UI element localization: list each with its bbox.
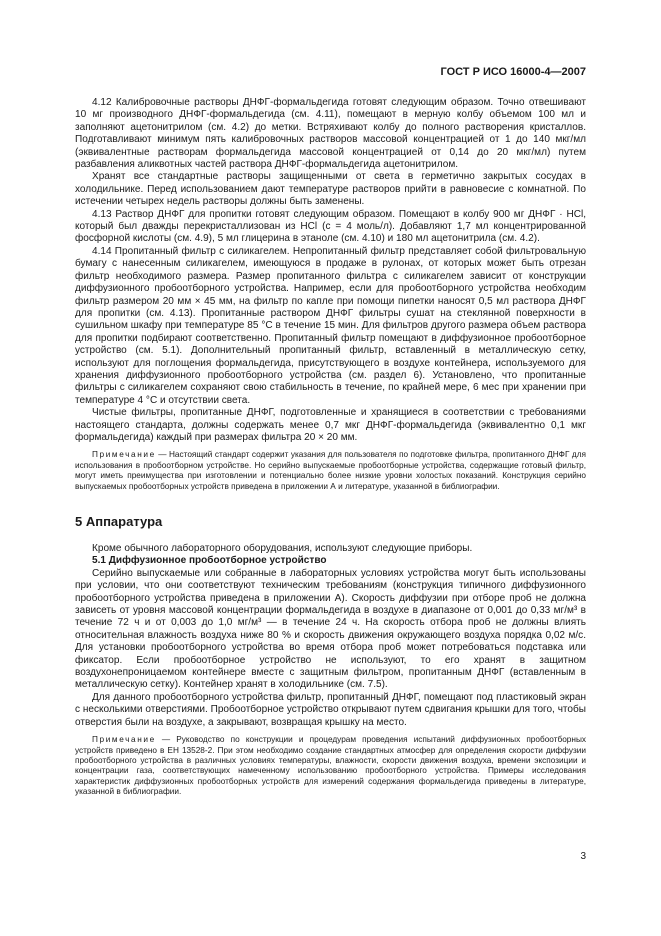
paragraph-5-intro: Кроме обычного лабораторного оборудования, используют следующие приборы.	[92, 543, 473, 554]
note-2	[75, 735, 586, 797]
document-body	[75, 97, 586, 798]
page-number: 3	[580, 851, 586, 862]
section-5-heading: 5 Аппаратура	[75, 514, 163, 529]
subsection-5-1-heading: 5.1 Диффузионное пробоотборное устройство	[92, 555, 327, 567]
note-1-label: Примечание	[92, 450, 156, 460]
paragraph-4-13: 4.13 Раствор ДНФГ для пропитки готовят следующим образом. Помещают в колбу 900 мг ДНФГ · HCl, который был дважды перекристаллизован из HCl (c = 4 моль/л). Добавляют 1,7 мл концентрированной фосфорной кислоты (см. 4.9), 5 мл глицерина в этаноле (см. 4.10) и 180 мл ацетонитрила (см. 4.2).	[75, 208, 586, 245]
note-1-text: — Настоящий стандарт содержит указания для пользователя по подготовке фильтра, пропитанного ДНФГ для использования в пробоотборном устройстве. Но серийно выпускаемые пробоотборные устройства, содержащие готовый фильтр, могут иметь преимущества при изготовлении и потенциально более низкие уровни холостых показаний. Конструкция серийно выпускаемых пробоотборных устройств приведена в приложении А и литературе, указанной в библиографии.	[75, 450, 586, 491]
note-2-text: — Руководство по конструкции и процедурам проведения испытаний диффузионных пробоотборных устройств приведено в ЕН 13528-2. При этом необходимо создание стандартных атмосфер для определения скорости диффузии пробоотборного устройства в различных условиях температуры, влажности, скорости движения воздуха, времени экспозиции и концентрации газа, соответствующих намеченному использованию пробоотборного устройства. Примеры исследования характеристик диффузионных пробоотборных устройств для измерений содержания формальдегида приведены в литературе, указанной в библиографии.	[75, 735, 586, 797]
note-2-label: Примечание	[92, 735, 156, 745]
paragraph-clean-filters: Чистые фильтры, пропитанные ДНФГ, подготовленные и хранящиеся в соответствии с требованиями настоящего стандарта, должны содержать менее 0,7 мкг ДНФГ-формальдегида (эквивалентно 0,1 мкг формальдегида) каждый при размерах фильтра 20 × 20 мм.	[75, 407, 586, 443]
paragraph-4-14: 4.14 Пропитанный фильтр с силикагелем. Непропитанный фильтр представляет собой фильтровальную бумагу с нанесенным силикагелем, имеющуюся в продаже в рулонах, от которых может быть отрезан фильтр необходимого размера. Размер пропитанного фильтра с силикагелем зависит от конструкции диффузионного пробоотборного устройства. Например, если для пробоотборного устройства необходим фильтр размером 20 мм × 45 мм, на фильтр по капле при помощи пипетки наносят 0,5 мл раствора ДНФГ для пропитки (см. 4.13). Пропитанные раствором ДНФГ фильтры сушат на стеклянной поверхности в сушильном шкафу при температуре 85 °С в течение 15 мин. Для фильтров другого размера объем раствора для пропитки подбирают соответственно. Пропитанный фильтр помещают в диффузионное пробоотборное устройство (см. 5.1). Дополнительный пропитанный фильтр, вставленный в металлическую сетку, используют для поглощения формальдегида, присутствующего в воздухе контейнера, используемого для хранения диффузионного пробоотборного устройства (см. раздел 6). Установлено, что пропитанные фильтры с силикагелем сохраняют свою стабильность в течение, по крайней мере, 6 мес при хранении при температуре 4 °С и отсутствии света.	[75, 245, 586, 406]
paragraph-5-1: Серийно выпускаемые или собранные в лабораторных условиях устройства могут быть использованы при условии, что они соответствуют техническим требованиям (конструкция типичного диффузионного пробоотборного устройства приведена в приложении А). Скорость диффузии при отборе проб не должна зависеть от уровня массовой концентрации формальдегида в воздухе в диапазоне от 0,001 до 0,33 мг/м³ в течение 72 ч и от 0,003 до 1,0 мг/м³ — в течение 24 ч. На скорость отбора проб не должны влиять относительная влажность воздуха ниже 80 % и скорость движения окружающего воздуха порядка 0,02 м/с. Для установки пробоотборного устройства во время отбора проб может потребоваться подставка или фиксатор. Если пробоотборное устройство не используют, то его хранят в защитном воздухонепроницаемом контейнере вместе с защитным фильтром, пропитанным ДНФГ (вставленным в металлическую сетку). Контейнер хранят в холодильнике (см. 7.5).	[75, 567, 586, 691]
paragraph-4-12: 4.12 Калибровочные растворы ДНФГ-формальдегида готовят следующим образом. Точно отвешивают 10 мг производного ДНФГ-формальдегида (см. 4.11), помещают в мерную колбу объемом 100 мл и заполняют ацетонитрилом (см. 4.2) до метки. Встряхивают колбу до полного растворения кристаллов. Подготавливают минимум пять калибровочных растворов массовой концентрацией от 1 до 140 мкг/мл (эквивалентные растворам формальдегида массовой концентрацией от 0,14 до 20 мкг/мл) путем разбавления аликвотных частей раствора ДНФГ-формальдегида ацетонитрилом.	[75, 97, 586, 171]
note-1	[75, 450, 586, 492]
standard-header: ГОСТ Р ИСО 16000-4—2007	[440, 66, 586, 78]
paragraph-5-1-b: Для данного пробоотборного устройства фильтр, пропитанный ДНФГ, помещают под пластиковый экран с несколькими отверстиями. Пробоотборное устройство открывают путем сдвигания крышки для того, чтобы отверстия были на воздухе, а закрывают, возвращая крышку на место.	[75, 691, 586, 728]
paragraph-storage: Хранят все стандартные растворы защищенными от света в герметично закрытых сосудах в холодильнике. Перед использованием дают температуре растворов прийти в равновесие с комнатной. По истечении четырех недель растворы должны быть заменены.	[75, 171, 586, 208]
